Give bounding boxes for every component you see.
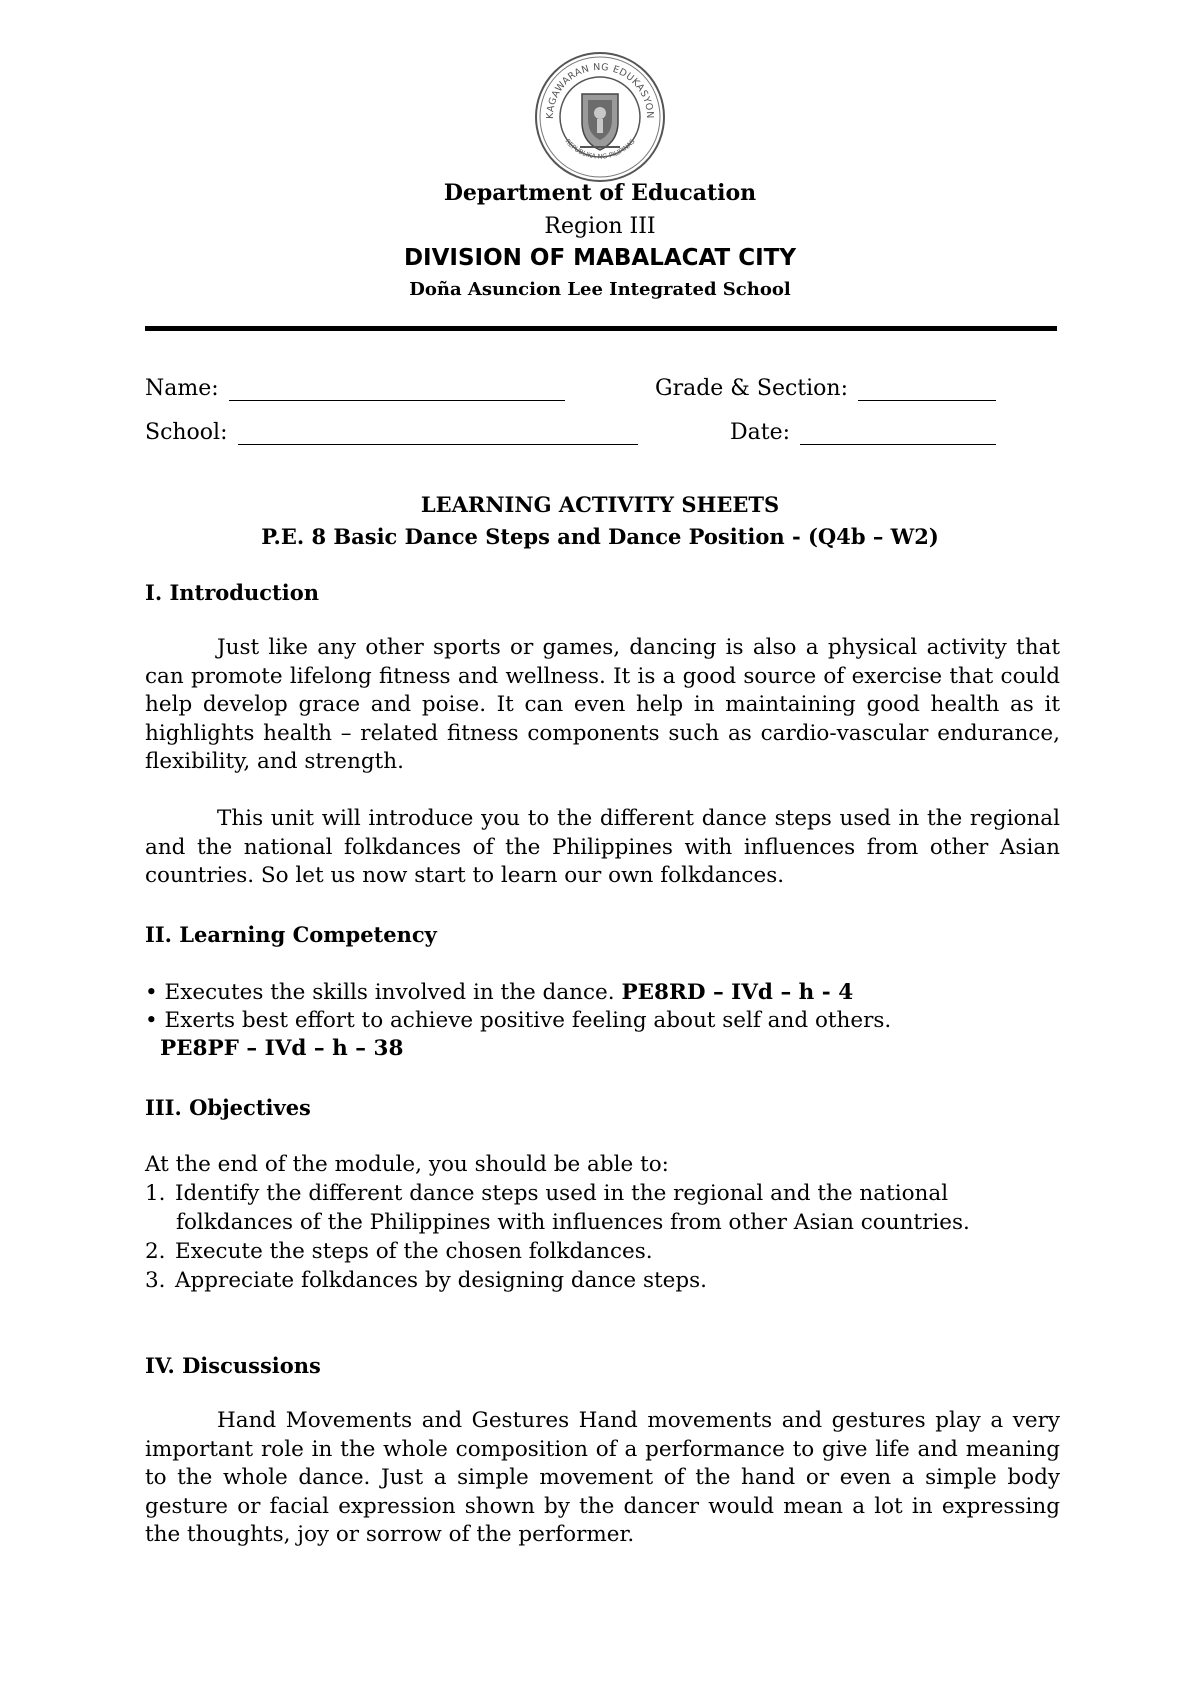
sheet-title: LEARNING ACTIVITY SHEETS bbox=[420, 492, 780, 517]
date-field bbox=[730, 420, 996, 445]
grade-section-field bbox=[655, 376, 996, 401]
competency-text: Executes the skills involved in the dance. bbox=[164, 980, 615, 1005]
date-blank[interactable] bbox=[800, 424, 996, 445]
header-divider bbox=[145, 326, 1057, 331]
deped-seal-icon bbox=[533, 50, 667, 184]
division-name: DIVISION OF MABALACAT CITY bbox=[403, 245, 797, 271]
sheet-subtitle: P.E. 8 Basic Dance Steps and Dance Position - (Q4b – W2) bbox=[261, 524, 939, 549]
bullet-icon: • bbox=[145, 1008, 158, 1033]
department-name: Department of Education bbox=[443, 180, 757, 206]
grade-section-blank[interactable] bbox=[858, 380, 996, 401]
name-blank[interactable] bbox=[229, 380, 565, 401]
objective-number: 3. bbox=[145, 1268, 166, 1293]
competency-item bbox=[145, 980, 853, 1005]
competency-item bbox=[145, 1008, 891, 1033]
name-label: Name: bbox=[145, 376, 219, 401]
region-name: Region III bbox=[544, 214, 656, 239]
seal-bottom-text: REPUBLIKA NG PILIPINAS bbox=[563, 137, 637, 161]
objective-text: Appreciate folkdances by designing dance steps. bbox=[175, 1268, 707, 1293]
school-label: School: bbox=[145, 420, 228, 445]
school-blank[interactable] bbox=[238, 424, 638, 445]
grade-section-label: Grade & Section: bbox=[655, 376, 848, 401]
objective-item bbox=[145, 1239, 653, 1264]
discussions-paragraph: Hand Movements and Gestures Hand movements and gestures play a very important role in the whole composition of a performance to give life and meaning to the whole dance. Just a simple movement of the hand or even a simple body gesture or facial expression shown by the dancer would mean a lot in expressing the thoughts, joy or sorrow of the performer. bbox=[145, 1408, 1060, 1547]
school-field bbox=[145, 420, 638, 445]
objective-item bbox=[145, 1181, 948, 1206]
competency-code: PE8PF – IVd – h – 38 bbox=[160, 1036, 404, 1061]
objectives-heading: III. Objectives bbox=[145, 1095, 311, 1120]
introduction-paragraph-2: This unit will introduce you to the different dance steps used in the regional and the national folkdances of the Philippines with influences from other Asian countries. So let us now start to learn our own folkdances. bbox=[145, 806, 1060, 888]
objective-number: 1. bbox=[145, 1181, 166, 1206]
date-label: Date: bbox=[730, 420, 791, 445]
discussions-heading: IV. Discussions bbox=[145, 1353, 321, 1378]
bullet-icon: • bbox=[145, 980, 158, 1005]
objectives-intro: At the end of the module, you should be able to: bbox=[145, 1152, 669, 1177]
competency-code: PE8RD – IVd – h - 4 bbox=[621, 980, 854, 1005]
objective-text: Execute the steps of the chosen folkdances. bbox=[175, 1239, 653, 1264]
objective-item bbox=[145, 1268, 707, 1293]
competency-heading: II. Learning Competency bbox=[145, 922, 437, 947]
seal-top-text: KAGAWARAN NG EDUKASYON bbox=[544, 61, 656, 120]
name-field bbox=[145, 376, 565, 401]
school-name: Doña Asuncion Lee Integrated School bbox=[409, 279, 791, 300]
objective-text: Identify the different dance steps used in the regional and the national bbox=[175, 1181, 949, 1206]
objective-number: 2. bbox=[145, 1239, 166, 1264]
introduction-heading: I. Introduction bbox=[145, 580, 319, 605]
competency-text: Exerts best effort to achieve positive feeling about self and others. bbox=[164, 1008, 892, 1033]
objective-text-continued: folkdances of the Philippines with influences from other Asian countries. bbox=[176, 1210, 970, 1235]
introduction-paragraph-1: Just like any other sports or games, dancing is also a physical activity that can promote lifelong fitness and wellness. It is a good source of exercise that could help develop grace and poise. It can even help in maintaining good health as it highlights health – related fitness components such as cardio-vascular endurance, flexibility, and strength. bbox=[145, 635, 1060, 774]
